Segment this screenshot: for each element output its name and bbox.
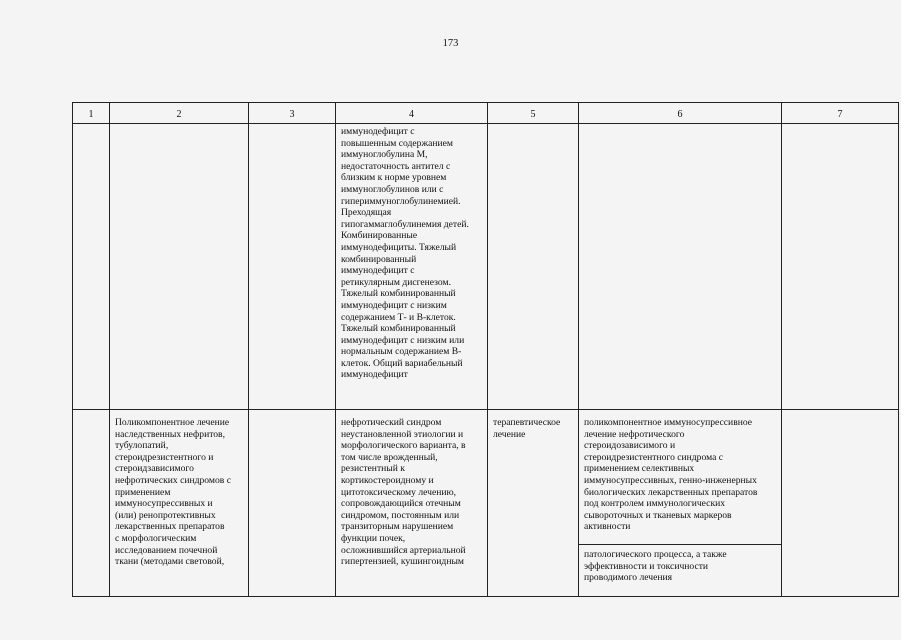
row1-col3: [249, 124, 336, 410]
header-cell-3: 3: [249, 103, 336, 124]
row1-col1: [73, 124, 110, 410]
table-header-row: [73, 103, 899, 124]
header-cell-7: 7: [782, 103, 899, 124]
row1-col4: иммунодефицит с повышенным содержанием иммуноглобулина М, недостаточность антител с близким к норме уровнем иммуноглобулинов или с гипериммуноглобулинемией. Преходящая гипогаммаглобулинемия детей. Комбинированные иммунодефициты. Тяжелый комбинированный иммунодефицит с ретикулярным дисгенезом. Тяжелый комбинированный иммунодефицит с низким содержанием Т- и В-клеток. Тяжелый комбинированный иммунодефицит с низким или нормальным содержанием В- клеток. Общий вариабельный иммунодефицит: [336, 124, 488, 410]
row2-col6-top: поликомпонентное иммуносупрессивное лечение нефротического стероидозависимого и стероидрезистентного синдрома с применением селективных иммуносупрессивных, генно-инженерных биологических лекарственных препаратов под контролем иммунологических сывороточных и тканевых маркеров активности: [579, 410, 782, 545]
row2-col5: терапевтическое лечение: [488, 410, 579, 597]
row1-col7: [782, 124, 899, 410]
row2-col7: [782, 410, 899, 597]
header-cell-4: 4: [336, 103, 488, 124]
page-number: 173: [442, 38, 459, 49]
header-cell-1: 1: [73, 103, 110, 124]
row1-col2: [110, 124, 249, 410]
row2-col6-bottom: патологического процесса, а также эффективности и токсичности проводимого лечения: [579, 545, 782, 597]
header-cell-6: 6: [579, 103, 782, 124]
row2-col3: [249, 410, 336, 597]
row1-col6: [579, 124, 782, 410]
header-cell-2: 2: [110, 103, 249, 124]
table-row: [73, 124, 899, 410]
row2-col1: [73, 410, 110, 597]
row2-col4: нефротический синдром неустановленной этиологии и морфологического варианта, в том числе врожденный, резистентный к кортикостероидному и цитотоксическому лечению, сопровождающийся отечным синдромом, постоянным или транзиторным нарушением функции почек, осложнившийся артериальной гипертензией, кушингоидным: [336, 410, 488, 597]
header-cell-5: 5: [488, 103, 579, 124]
procedures-table: [72, 102, 899, 597]
row2-col2: Поликомпонентное лечение наследственных нефритов, тубулопатий, стероидрезистентного и стероидзависимого нефротических синдромов с применением иммуносупрессивных и (или) ренопротективных лекарственных препаратов с морфологическим исследованием почечной ткани (методами световой,: [110, 410, 249, 597]
row1-col5: [488, 124, 579, 410]
table-row: [73, 410, 899, 545]
